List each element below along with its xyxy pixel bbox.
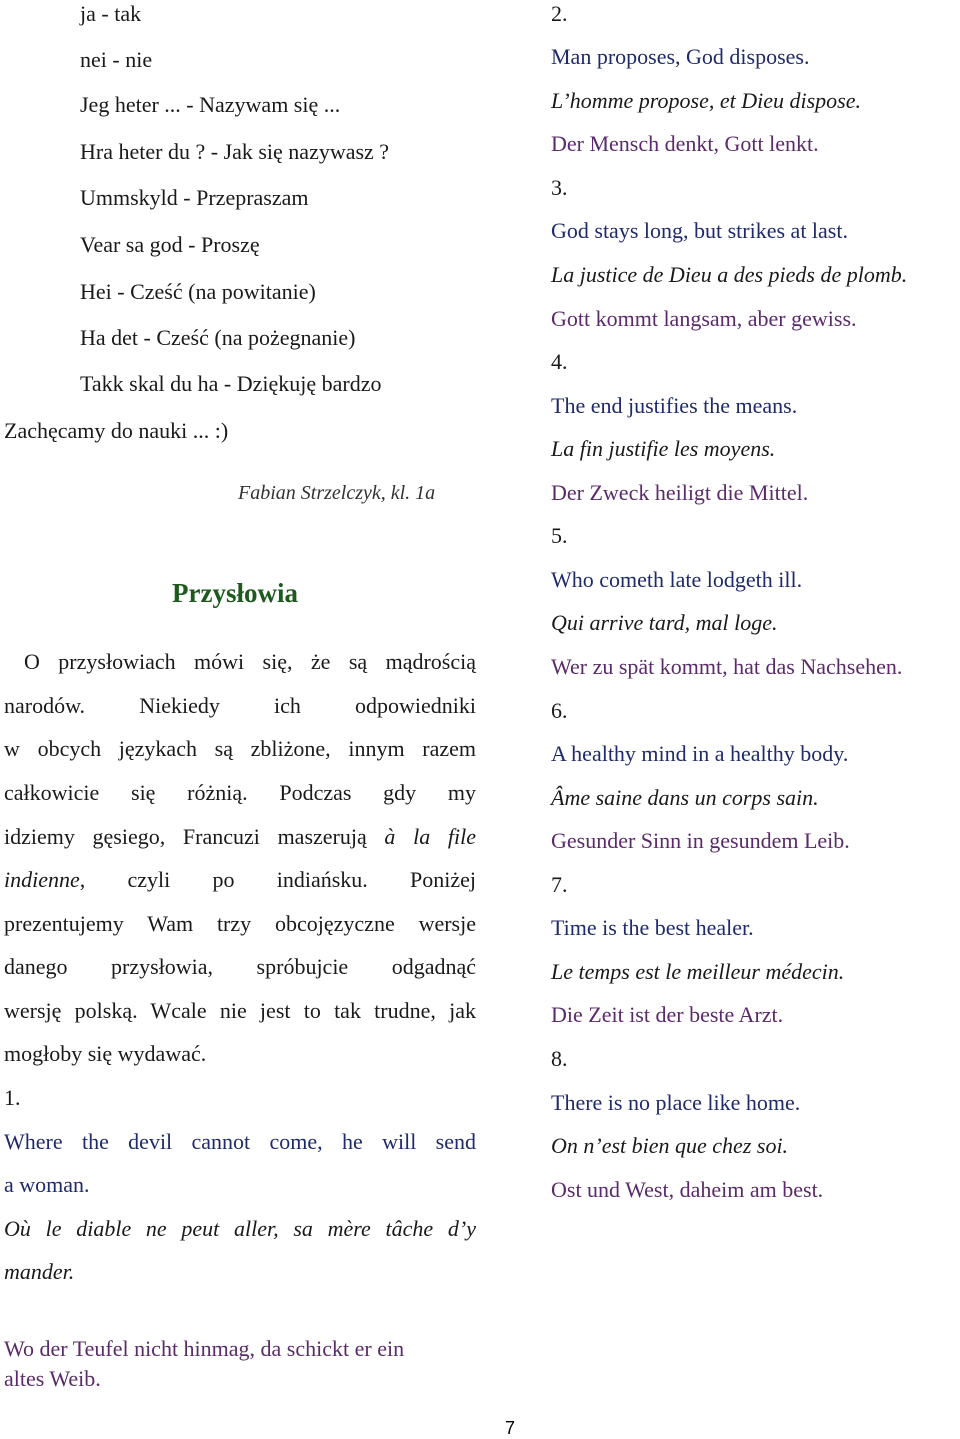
vocab-item: Ha det - Cześć (na pożegnanie) <box>80 325 356 350</box>
vocab-item: Hei - Cześć (na powitanie) <box>80 279 316 304</box>
intro-line: indienne, czyli po indiańsku. Poniżej <box>4 867 476 892</box>
proverb-german: Der Mensch denkt, Gott lenkt. <box>551 131 819 156</box>
proverb-number: 8. <box>551 1046 568 1071</box>
intro-line: całkowicie się różnią. Podczas gdy my <box>4 780 476 805</box>
encouragement-text: Zachęcamy do nauki ... :) <box>4 418 229 443</box>
proverb-german: Ost und West, daheim am best. <box>551 1177 824 1202</box>
proverb-german: Der Zweck heiligt die Mittel. <box>551 480 809 505</box>
proverb-number: 5. <box>551 523 568 548</box>
proverb-french: Qui arrive tard, mal loge. <box>551 610 778 635</box>
section-heading: Przysłowia <box>172 578 298 608</box>
proverb-number: 2. <box>551 1 568 26</box>
proverb-french: Le temps est le meilleur médecin. <box>551 959 845 984</box>
proverb-number: 3. <box>551 175 568 200</box>
proverb-english: A healthy mind in a healthy body. <box>551 741 849 766</box>
vocab-item: Vear sa god - Proszę <box>80 232 260 257</box>
proverb-english: Man proposes, God disposes. <box>551 44 810 69</box>
proverb-english: Where the devil cannot come, he will send <box>4 1129 476 1154</box>
intro-line: prezentujemy Wam trzy obcojęzyczne wersje <box>4 911 476 936</box>
proverb-german: Wo der Teufel nicht hinmag, da schickt er ein <box>4 1336 405 1361</box>
intro-line: w obcych językach są zbliżone, innym razem <box>4 736 476 761</box>
proverb-german: altes Weib. <box>4 1366 101 1391</box>
proverb-number: 6. <box>551 698 568 723</box>
vocab-item: Jeg heter ... - Nazywam się ... <box>80 92 341 117</box>
proverb-english: God stays long, but strikes at last. <box>551 218 848 243</box>
proverb-french: La justice de Dieu a des pieds de plomb. <box>551 262 908 287</box>
intro-line: danego przysłowia, spróbujcie odgadnąć <box>4 954 476 979</box>
intro-line: O przysłowiach mówi się, że są mądrością <box>24 649 476 674</box>
proverb-number: 7. <box>551 872 568 897</box>
proverb-french: On n’est bien que chez soi. <box>551 1133 789 1158</box>
intro-line: wersję polską. Wcale nie jest to tak trudne, jak <box>4 998 476 1023</box>
proverb-french: mander. <box>4 1259 75 1284</box>
intro-line: narodów. Niekiedy ich odpowiedniki <box>4 693 476 718</box>
proverb-german: Wer zu spät kommt, hat das Nachsehen. <box>551 654 903 679</box>
vocab-item: Hra heter du ? - Jak się nazywasz ? <box>80 139 390 164</box>
intro-line: mogłoby się wydawać. <box>4 1041 207 1066</box>
proverb-number: 4. <box>551 349 568 374</box>
vocab-item: Ummskyld - Przepraszam <box>80 185 309 210</box>
proverb-number: 1. <box>4 1085 21 1110</box>
proverb-french: La fin justifie les moyens. <box>551 436 776 461</box>
proverb-english: The end justifies the means. <box>551 393 798 418</box>
proverb-english: a woman. <box>4 1172 90 1197</box>
proverb-french: L’homme propose, et Dieu dispose. <box>551 88 861 113</box>
proverb-1-german <box>4 1334 484 1394</box>
proverb-german: Die Zeit ist der beste Arzt. <box>551 1002 784 1027</box>
proverb-french: Où le diable ne peut aller, sa mère tâche d’y <box>4 1216 476 1241</box>
proverb-french: Âme saine dans un corps sain. <box>551 785 819 810</box>
vocab-item: nei - nie <box>80 47 153 72</box>
proverb-german: Gott kommt langsam, aber gewiss. <box>551 306 857 331</box>
proverb-german: Gesunder Sinn in gesundem Leib. <box>551 828 850 853</box>
intro-line: idziemy gęsiego, Francuzi maszerują à la file <box>4 824 476 849</box>
proverb-english: Time is the best healer. <box>551 915 754 940</box>
vocab-item: ja - tak <box>80 1 142 26</box>
article-author: Fabian Strzelczyk, kl. 1a <box>238 482 436 504</box>
proverb-english: Who cometh late lodgeth ill. <box>551 567 803 592</box>
proverb-english: There is no place like home. <box>551 1090 801 1115</box>
page-number: 7 <box>505 1418 516 1438</box>
vocab-item: Takk skal du ha - Dziękuję bardzo <box>80 371 382 396</box>
